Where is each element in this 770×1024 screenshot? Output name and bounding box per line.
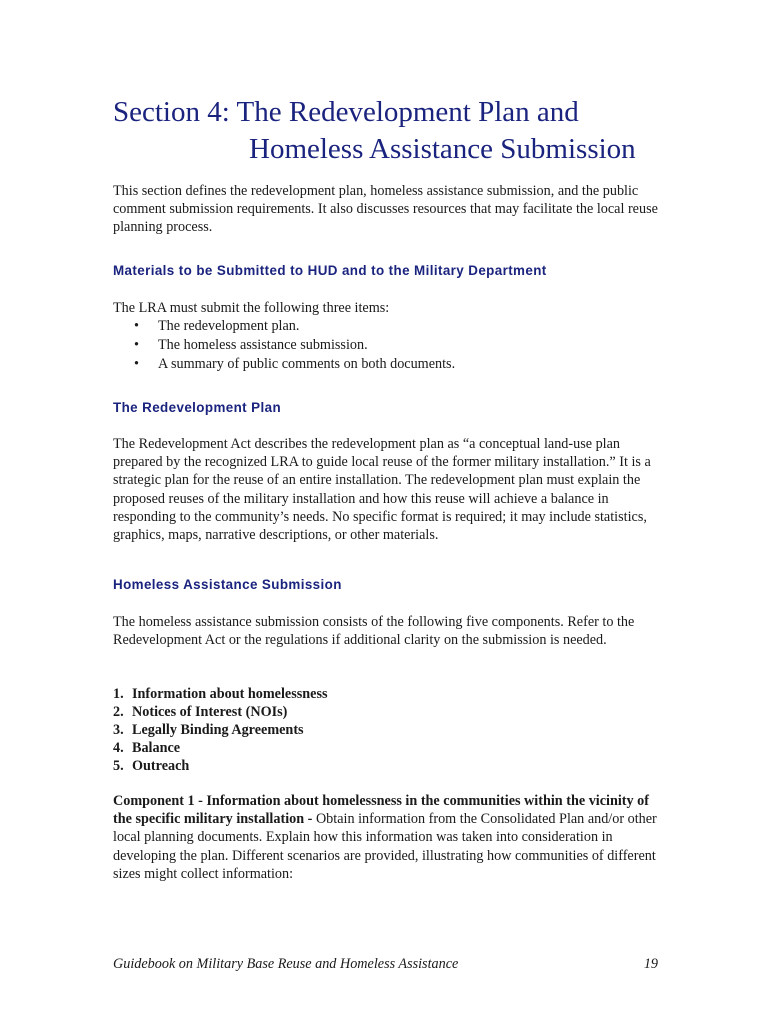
redevelopment-paragraph: The Redevelopment Act describes the redevelopment plan as “a conceptual land-use plan prepared by the recognized LRA to guide local reuse of the former military installation.” It is a strategic plan for the reuse of an entire installation. The redevelopment plan must explain the proposed reuses of the military installation and how this reuse will achieve a balance in responding to the community’s needs. No specific format is required; it may include statistics, graphics, maps, narrative descriptions, or other materials. [113, 436, 651, 544]
homeless-heading: Homeless Assistance Submission [113, 577, 342, 592]
list-item: • A summary of public comments on both documents. [113, 355, 455, 374]
redevelopment-heading: The Redevelopment Plan [113, 400, 282, 415]
list-item: 5. Outreach [113, 758, 190, 774]
page-number: 19 [643, 956, 658, 972]
list-item: 2. Notices of Interest (NOIs) [113, 704, 288, 720]
component1-paragraph [113, 792, 658, 883]
list-item: • The redevelopment plan. [113, 317, 455, 336]
title-line-2: Homeless Assistance Submission [249, 133, 636, 165]
components-list [113, 685, 328, 775]
page-footer [113, 956, 658, 973]
materials-heading: Materials to be Submitted to HUD and to the Military Department [113, 263, 547, 278]
intro-paragraph: This section defines the redevelopment plan, homeless assistance submission, and the public comment submission requirements. It also discusses resources that may facilitate the local reuse planning process. [113, 183, 658, 236]
materials-lead: The LRA must submit the following three items: [113, 300, 390, 316]
list-item: 3. Legally Binding Agreements [113, 722, 304, 738]
footer-title: Guidebook on Military Base Reuse and Homeless Assistance [113, 956, 459, 972]
page-title [113, 94, 713, 168]
component1-lead: Component 1 - Information about homelessness in the communities within the vicinity of the specific military installation - [113, 793, 649, 828]
title-line-1: Section 4: The Redevelopment Plan and [113, 96, 579, 128]
materials-list [113, 317, 455, 374]
homeless-paragraph: The homeless assistance submission consists of the following five components. Refer to the Redevelopment Act or the regulations if additional clarity on the submission is needed. [113, 614, 635, 649]
list-item: 1. Information about homelessness [113, 686, 328, 702]
list-item: 4. Balance [113, 740, 181, 756]
component1-text: Obtain information from the Consolidated Plan and/or other local planning documents. Explain how this information was taken into consideration in developing the plan. Different scenarios are provided, illustrating how communities of different sizes might collect information: [113, 811, 657, 882]
list-item: • The homeless assistance submission. [113, 336, 455, 355]
